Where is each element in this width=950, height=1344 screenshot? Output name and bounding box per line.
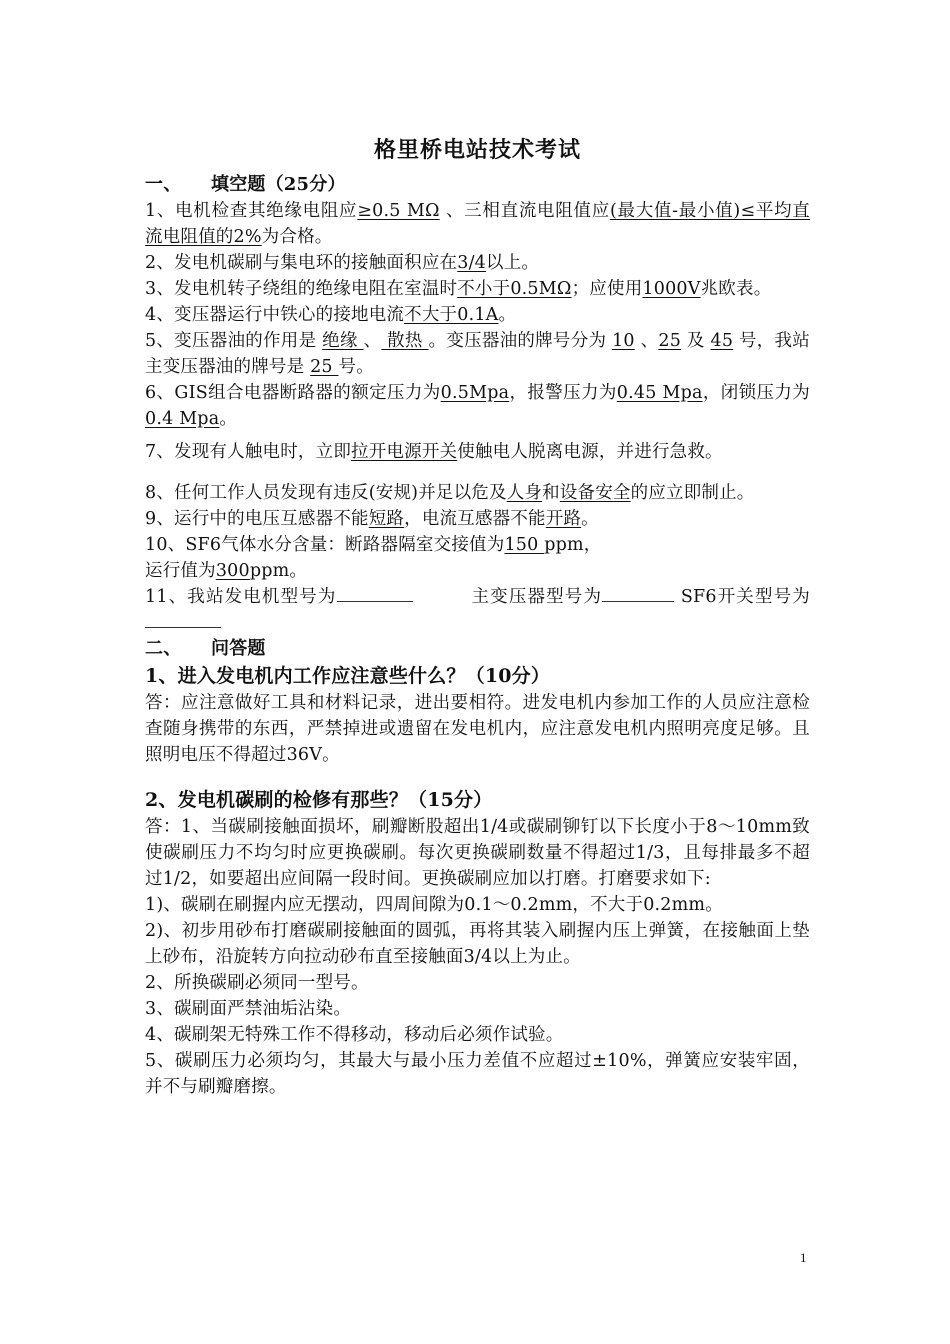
answer-blank: 0.4 Mpa — [145, 409, 220, 429]
answer-blank: 25 — [310, 357, 339, 377]
answer-blank-empty — [337, 589, 413, 602]
answer-blank: 人身 — [506, 483, 543, 503]
answer-blank: 300 — [215, 561, 250, 581]
answer-blank: 0.5Mpa — [440, 383, 510, 403]
document-body — [145, 132, 810, 1100]
qa-answer-2-line: 4、碳刷架无特殊工作不得移动，移动后必须作试验。 — [145, 1025, 564, 1045]
answer-blank: 3/4 — [457, 253, 486, 273]
question-6: 6、GIS组合电器断路器的额定压力为0.5Mpa，报警压力为0.45 Mpa，闭锁压力为0.4 Mpa。 — [145, 383, 810, 429]
answer-blank: ≥0.5 MΩ — [357, 201, 440, 221]
answer-blank: 45 — [710, 331, 734, 351]
section-title: 问答题 — [211, 638, 266, 659]
qa-question-1: 1、进入发电机内工作应注意些什么？（10分） — [145, 665, 551, 687]
qa-answer-2-line: 2、所换碳刷必须同一型号。 — [145, 973, 369, 993]
question-9: 9、运行中的电压互感器不能短路，电流互感器不能开路。 — [145, 509, 599, 529]
answer-blank: 散热 — [381, 331, 429, 351]
question-4: 4、变压器运行中铁心的接地电流不大于0.1A。 — [145, 305, 517, 325]
question-3: 3、发电机转子绕组的绝缘电阻在室温时不小于0.5MΩ；应使用1000V兆欧表。 — [145, 279, 772, 299]
qa-answer-2-line: 5、碳刷压力必须均匀，其最大与最小压力差值不应超过±10%，弹簧应安装牢固，并不与刷瓣磨擦。 — [145, 1051, 810, 1097]
section-title: 填空题（25分） — [211, 174, 346, 195]
section-heading-fill-in — [145, 172, 810, 198]
answer-blank: 0.45 Mpa — [616, 383, 703, 403]
qa-answer-2-line: 1)、碳刷在刷握内应无摆动，四周间隙为0.1～0.2mm，不大于0.2mm。 — [145, 895, 723, 915]
question-2: 2、发电机碳刷与集电环的接触面积应在3/4以上。 — [145, 253, 540, 273]
answer-blank: 25 — [658, 331, 682, 351]
answer-blank-empty — [145, 615, 221, 628]
qa-answer-2-line: 3、碳刷面严禁油垢沾染。 — [145, 999, 352, 1019]
section-number: 二、 — [145, 638, 182, 659]
question-10: 10、SF6气体水分含量：断路器隔室交接值为150 ppm， 运行值为300ppm。 — [145, 535, 602, 581]
qa-answer-2-line: 2)、初步用砂布打磨碳刷接触面的圆弧，再将其装入刷握内压上弹簧，在接触面上垫上砂布，沿旋转方向拉动砂布直至接触面3/4以上为止。 — [145, 921, 810, 967]
qa-question-2: 2、发电机碳刷的检修有那些？（15分） — [145, 789, 493, 811]
question-11: 11、我站发电机型号为 主变压器型号为 SF6开关型号为 — [145, 584, 810, 636]
question-1: 1、电机检查其绝缘电阻应≥0.5 MΩ 、三相直流电阻值应(最大值-最小值)≤平均直流电阻值的2%为合格。 — [145, 201, 810, 247]
section-heading-qa — [145, 636, 810, 662]
section-number: 一、 — [145, 174, 182, 195]
page-title: 格里桥电站技术考试 — [373, 137, 581, 163]
answer-blank: 不小于0.5MΩ — [457, 279, 572, 299]
answer-blank: 短路 — [368, 509, 405, 529]
answer-blank: 拉开电源开关 — [351, 442, 458, 462]
answer-blank: 1000V — [642, 279, 701, 299]
answer-blank: 绝缘 — [322, 331, 364, 351]
question-7: 7、发现有人触电时，立即拉开电源开关使触电人脱离电源，并进行急救。 — [145, 442, 723, 462]
answer-blank: 设备安全 — [559, 483, 631, 503]
answer-blank: (最大值-最小值)≤平均直流电阻值的2% — [145, 201, 810, 247]
question-5: 5、变压器油的作用是 绝缘 、 散热 。变压器油的牌号分为 10 、25 及 45 号，我站主变压器油的牌号是 25 号。 — [145, 331, 810, 377]
answer-blank: 不大于0.1A — [404, 305, 499, 325]
qa-answer-1: 答：应注意做好工具和材料记录，进出要相符。进发电机内参加工作的人员应注意检查随身携带的东西，严禁掉进或遗留在发电机内，应注意发电机内照明亮度足够。且照明电压不得超过36V。 — [145, 693, 810, 765]
page-number: 1 — [800, 1250, 807, 1265]
answer-blank: 10 — [612, 331, 635, 351]
answer-blank: 150 — [504, 535, 545, 555]
question-8: 8、任何工作人员发现有违反(安规)并足以危及人身和设备安全的应立即制止。 — [145, 483, 755, 503]
answer-blank: 开路 — [545, 509, 582, 529]
answer-blank-empty — [602, 589, 674, 602]
qa-answer-2-line: 答：1、当碳刷接触面损坏，刷瓣断股超出1/4或碳刷铆钉以下长度小于8～10mm致使碳刷压力不均匀时应更换碳刷。每次更换碳刷数量不得超过1/3，且每排最多不超过1/2，如要超出应间隔一段时间。更换碳刷应加以打磨。打磨要求如下: — [145, 817, 810, 889]
